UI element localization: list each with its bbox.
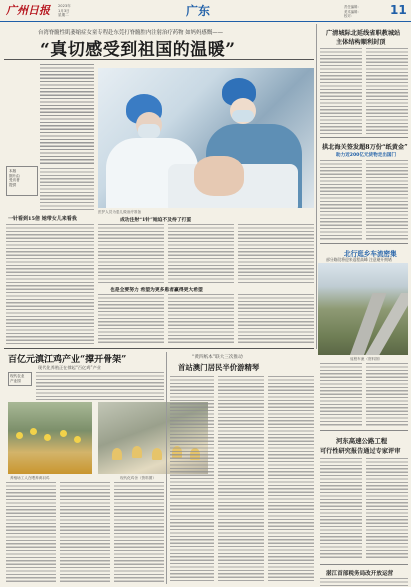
page-number: 11 [390,3,407,17]
bm-body-c [268,376,314,582]
feeder-shape [132,446,142,458]
br-body-a [320,458,362,560]
side-note-box [6,166,38,196]
rt-headline-line2: 主体结构顺利封顶 [336,39,386,46]
doctor-mask-shape [232,110,254,122]
br-footer-body [320,578,408,586]
rt-body-c [320,160,362,240]
bm-kicker: “黄四纸本”联大三次推动 [192,355,243,360]
col1-subhead: 一针看到15倍 她带女儿来看我 [8,216,77,222]
editor-credits [344,5,386,19]
rt-body-b [366,48,408,134]
column-rule [166,352,167,584]
feeder-shape [112,448,122,460]
highway-sub: 部分路段将迎来返程高峰 注意避开拥堵 [326,257,392,262]
rt-divider [320,137,408,138]
mid-subhead-1: 成功注射“1针”她迫不及待了打蛋 [120,217,192,223]
lead-headline: “真切感受到祖国的温暖” [40,40,236,60]
side-note-line: 图片由 [9,173,20,178]
worker-hat [30,428,37,435]
date-line: 2023年 [58,4,71,8]
rt-headline2: 拱北海关签发超8万份“纸黄金” [322,144,408,151]
worker-hat [44,434,51,441]
lead-photo-caption: 医护人员为患儿做治疗准备 [98,210,142,214]
side-note-line: 受访者 [9,178,20,183]
lead-kicker: 台湾脊髓性肌萎缩症女童专程赴东莞打脊髓腔内注射治疗药物 如妈妈感慨—— [38,30,223,36]
bl-body-c [114,482,164,584]
bm-headline: 首站澳门居民半价游精琴 [178,363,260,372]
lead-divider [4,59,314,60]
issue-date [58,4,106,18]
br-divider [320,430,408,431]
bl-caption-left: 养殖场工人在喂养黄羽鸡 [10,476,50,480]
worker-hat [16,432,23,439]
rt-body-d [366,160,408,240]
section-divider [4,348,314,349]
highway-body-a [320,363,362,427]
br-footer-headline: 湛江首部税务局改开放运营 [326,571,394,577]
editor-line: 责任编辑： [344,5,361,9]
rt-body-a [320,48,362,134]
side-note-line: 提供 [9,182,17,187]
br-headline-line2: 可行性研究报告通过专家评审 [320,448,401,455]
editor-line: 美术编辑： [344,9,361,14]
date-line: 1月3日 [58,8,70,13]
worker-hat [74,436,81,443]
newspaper-logo [6,3,50,18]
lead-body-intro [40,64,94,164]
rt-headline-line1: 广清城际北延线省职教城站 [326,30,401,37]
lead-body-col1c [6,224,94,344]
br-divider-2 [320,564,408,565]
highway-photo [318,263,408,355]
section-title: 广东 [186,4,211,18]
highway-caption: 返程车流（资料图） [350,357,383,361]
highway-body-b [366,363,408,427]
logo-text: 广州日报 [6,4,50,17]
column-rule [316,24,317,349]
bm-body-a [170,376,214,582]
bl-sub: 现代化养殖正在撑起“百亿鸡”产业 [38,365,101,370]
rt-divider-2 [320,243,408,244]
mid-body-b [168,224,234,284]
patient-shape [194,156,244,196]
hospital-photo [98,68,314,208]
bl-body-b [60,482,110,584]
highway-headline: 北行逛乡车流密集 [344,250,397,258]
chicken-farm-photo [8,402,92,474]
br-body-b [366,458,408,560]
mid-subhead-2: 也是全要努力 希望为更多患者赢得更大希望 [110,287,203,293]
nurse-mask-shape [138,124,160,138]
bl-body-a [6,482,56,584]
worker-hat [60,430,67,437]
date-line: 星期二 [58,13,69,17]
mid-body-f [238,294,314,344]
bl-tag-line: 产业园 [10,378,21,383]
mid-body-e [168,294,234,344]
feeder-shape [152,448,162,460]
bl-tag-line: 现代农业 [10,374,25,378]
rt-blue-sub: 助力近200亿元货物走出国门 [336,153,397,158]
bl-headline: 百亿元滇江鸡产业“撑开骨架” [8,355,127,365]
side-note-line: 本版 [9,169,17,173]
mid-body-c [238,224,314,284]
bl-caption-right: 现代化鸡舍（资料图） [120,476,156,480]
bl-body-top [36,372,164,400]
mid-body-d [98,294,164,344]
bm-body-b [218,376,264,582]
editor-line: 校对： [344,14,355,18]
mid-body-a [98,224,164,284]
bl-tag-box [8,372,32,386]
br-headline-line1: 河东高速公路工程 [336,437,388,445]
lead-body-col1b [40,168,94,212]
